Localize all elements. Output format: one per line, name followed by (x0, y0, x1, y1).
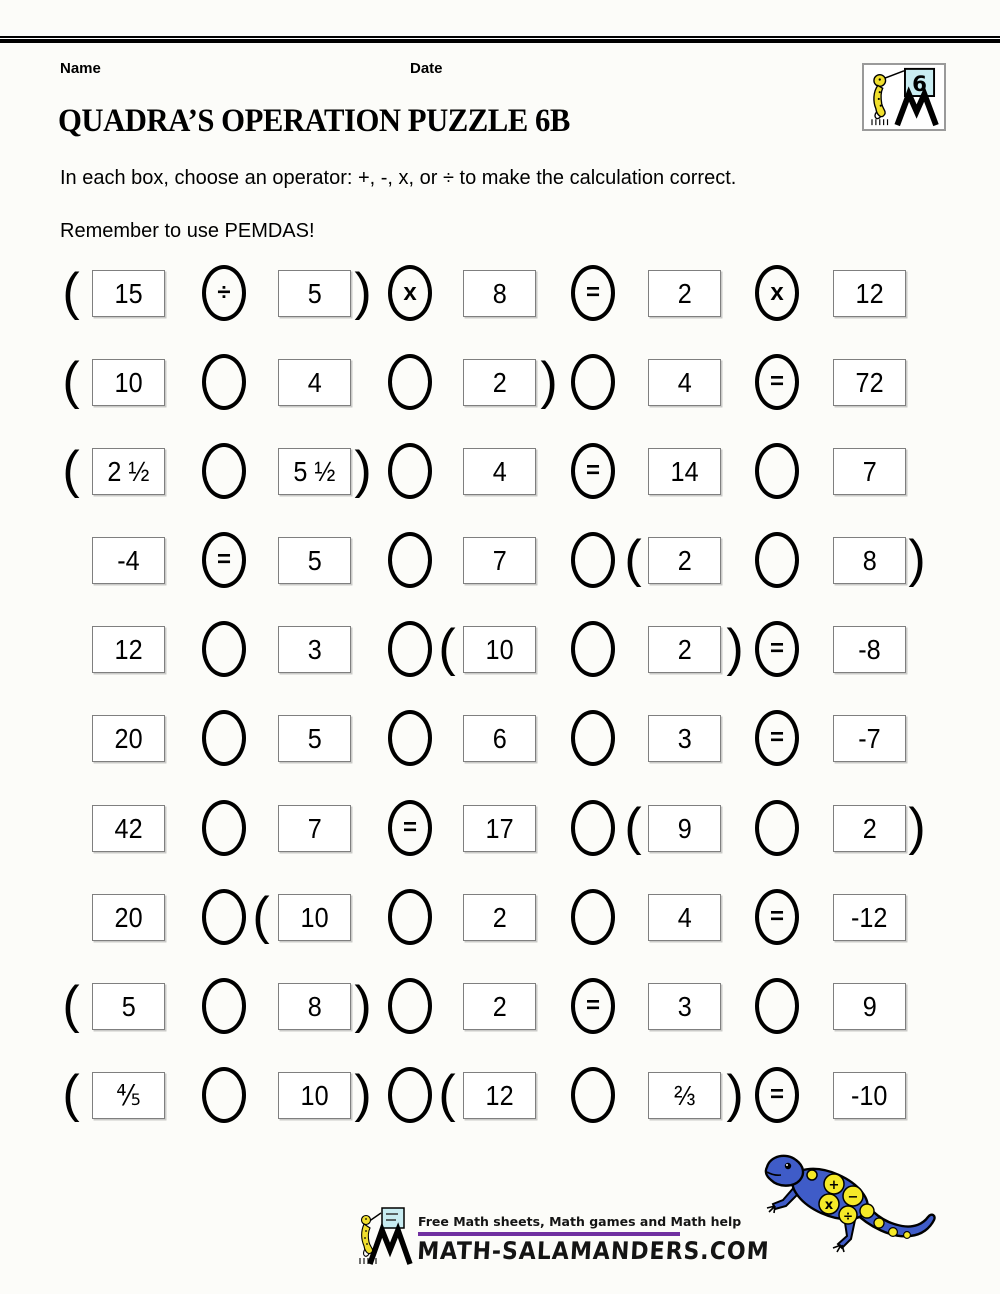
box-value: 5 (307, 277, 322, 309)
operator-circle (202, 265, 246, 321)
operator-circle (571, 265, 615, 321)
operator-circle (755, 889, 799, 945)
box-value: 12 (114, 633, 143, 665)
operator-circle (388, 265, 432, 321)
box-value: 8 (862, 544, 877, 576)
box-value: 12 (855, 277, 884, 309)
box-value: 5 (121, 990, 136, 1022)
operator-circle-empty[interactable] (202, 1067, 246, 1123)
operator-circle (202, 532, 246, 588)
operator-circle-empty[interactable] (571, 710, 615, 766)
value-box (833, 715, 906, 762)
parenthesis: ( (624, 798, 642, 856)
footer-salamander-easel-icon (356, 1206, 416, 1268)
parenthesis: ( (62, 352, 80, 410)
box-value: 15 (114, 277, 143, 309)
operator-circle-empty[interactable] (202, 800, 246, 856)
box-value: 10 (300, 1079, 329, 1111)
page-title: QUADRA’S OPERATION PUZZLE 6B (58, 103, 570, 139)
box-value: 10 (300, 901, 329, 933)
box-value: 3 (677, 722, 692, 754)
box-value: 3 (307, 633, 322, 665)
box-value: 14 (670, 455, 699, 487)
reminder-text: Remember to use PEMDAS! (60, 220, 315, 242)
parenthesis: ) (726, 619, 744, 677)
box-value: -12 (851, 901, 888, 933)
parenthesis: ) (908, 530, 926, 588)
operator-circle (755, 621, 799, 677)
operator-circle-empty[interactable] (388, 978, 432, 1034)
operator-circle-empty[interactable] (202, 889, 246, 945)
operator-circle-empty[interactable] (388, 1067, 432, 1123)
box-value: 3 (677, 990, 692, 1022)
operator-value: ÷ (217, 279, 231, 306)
operator-circle-empty[interactable] (755, 800, 799, 856)
box-value: 2 (677, 633, 692, 665)
value-box (648, 359, 721, 406)
operator-value: = (769, 368, 784, 395)
value-box (278, 715, 351, 762)
box-value: -8 (858, 633, 881, 665)
parenthesis: ( (624, 530, 642, 588)
box-value: 20 (114, 722, 143, 754)
box-value: 2 (492, 901, 507, 933)
value-box (648, 983, 721, 1030)
value-box (463, 270, 536, 317)
operator-circle-empty[interactable] (388, 443, 432, 499)
parenthesis: ( (252, 887, 270, 945)
box-value: 2 (677, 544, 692, 576)
value-box (92, 805, 165, 852)
operator-value: x (770, 279, 784, 306)
box-value: 2 ½ (107, 455, 150, 487)
operator-circle-empty[interactable] (571, 889, 615, 945)
value-box (648, 270, 721, 317)
box-value: 7 (307, 812, 322, 844)
operator-value: = (769, 724, 784, 751)
operator-circle-empty[interactable] (571, 1067, 615, 1123)
operator-circle-empty[interactable] (755, 443, 799, 499)
instruction-text: In each box, choose an operator: +, -, x, or ÷ to make the calculation correct. (60, 167, 737, 189)
box-value: ⅔ (673, 1079, 696, 1111)
box-value: -4 (117, 544, 140, 576)
box-value: 2 (677, 277, 692, 309)
box-value: 10 (114, 366, 143, 398)
operator-circle (571, 443, 615, 499)
box-value: 7 (492, 544, 507, 576)
value-box (92, 715, 165, 762)
operator-value: = (585, 457, 600, 484)
value-box (92, 1072, 165, 1119)
value-box (833, 537, 906, 584)
box-value: 20 (114, 901, 143, 933)
operator-circle (755, 710, 799, 766)
operator-value: = (769, 1081, 784, 1108)
value-box (833, 626, 906, 673)
value-box (648, 894, 721, 941)
value-box (648, 1072, 721, 1119)
value-box (278, 448, 351, 495)
svg-text:x: x (824, 1198, 834, 1213)
box-value: 9 (862, 990, 877, 1022)
value-box (278, 1072, 351, 1119)
operator-circle-empty[interactable] (202, 354, 246, 410)
value-box (463, 805, 536, 852)
value-box (278, 983, 351, 1030)
box-value: 10 (485, 633, 514, 665)
footer-tagline: Free Math sheets, Math games and Math help (418, 1214, 742, 1229)
box-value: 2 (492, 990, 507, 1022)
parenthesis: ) (354, 976, 372, 1034)
parenthesis: ( (62, 441, 80, 499)
value-box (92, 894, 165, 941)
operator-circle-empty[interactable] (202, 621, 246, 677)
value-box (648, 626, 721, 673)
value-box (278, 270, 351, 317)
operator-circle (388, 800, 432, 856)
operator-circle-empty[interactable] (388, 710, 432, 766)
box-value: 42 (114, 812, 143, 844)
box-value: 12 (485, 1079, 514, 1111)
operator-circle-empty[interactable] (388, 532, 432, 588)
value-box (463, 537, 536, 584)
decorative-salamander-icon (752, 1140, 952, 1260)
value-box (833, 1072, 906, 1119)
value-box (833, 270, 906, 317)
operator-value: x (403, 279, 417, 306)
box-value: ⅘ (116, 1080, 141, 1111)
operator-circle-empty[interactable] (388, 354, 432, 410)
value-box (92, 983, 165, 1030)
box-value: 17 (485, 812, 514, 844)
operator-circle-empty[interactable] (388, 621, 432, 677)
operator-circle-empty[interactable] (388, 889, 432, 945)
parenthesis: ) (354, 1065, 372, 1123)
value-box (833, 983, 906, 1030)
operator-value: = (585, 992, 600, 1019)
operator-value: = (216, 546, 231, 573)
svg-text:+: + (828, 1178, 840, 1193)
grade-number: 6 (912, 72, 927, 98)
box-value: 4 (492, 455, 507, 487)
box-value: 72 (855, 366, 884, 398)
value-box (463, 359, 536, 406)
value-box (278, 537, 351, 584)
value-box (833, 805, 906, 852)
value-box (463, 894, 536, 941)
box-value: 6 (492, 722, 507, 754)
value-box (92, 537, 165, 584)
operator-circle-empty[interactable] (202, 443, 246, 499)
operator-circle (755, 1067, 799, 1123)
parenthesis: ) (354, 263, 372, 321)
footer-wordmark-text: MATH-SALAMANDERS.COM (416, 1238, 771, 1266)
operator-circle-empty[interactable] (755, 978, 799, 1034)
box-value: 8 (492, 277, 507, 309)
value-box (278, 359, 351, 406)
box-value: 4 (677, 366, 692, 398)
operator-value: = (769, 903, 784, 930)
box-value: 5 (307, 544, 322, 576)
operator-circle-empty[interactable] (571, 354, 615, 410)
date-label: Date (410, 60, 443, 77)
value-box (278, 626, 351, 673)
operator-circle (571, 978, 615, 1034)
operator-value: = (769, 635, 784, 662)
box-value: 4 (677, 901, 692, 933)
value-box (648, 715, 721, 762)
box-value: 8 (307, 990, 322, 1022)
value-box (92, 359, 165, 406)
footer-wordmark (416, 1238, 771, 1266)
parenthesis: ) (908, 798, 926, 856)
operator-circle-empty[interactable] (571, 621, 615, 677)
operator-circle-empty[interactable] (571, 800, 615, 856)
value-box (463, 448, 536, 495)
value-box (92, 448, 165, 495)
box-value: 2 (492, 366, 507, 398)
box-value: -7 (858, 722, 881, 754)
value-box (648, 537, 721, 584)
box-value: 9 (677, 812, 692, 844)
parenthesis: ( (62, 976, 80, 1034)
value-box (463, 983, 536, 1030)
svg-text:÷: ÷ (842, 1209, 854, 1223)
operator-circle (755, 265, 799, 321)
parenthesis: ) (354, 441, 372, 499)
operator-circle-empty[interactable] (571, 532, 615, 588)
parenthesis: ( (62, 263, 80, 321)
box-value: 2 (862, 812, 877, 844)
value-box (833, 448, 906, 495)
box-value: 4 (307, 366, 322, 398)
operator-value: = (585, 279, 600, 306)
parenthesis: ( (438, 619, 456, 677)
box-value: 7 (862, 455, 877, 487)
box-value: 5 (307, 722, 322, 754)
footer-logo (356, 1206, 771, 1268)
value-box (648, 805, 721, 852)
svg-text:−: − (847, 1190, 859, 1205)
parenthesis: ( (438, 1065, 456, 1123)
value-box (463, 715, 536, 762)
box-value: -10 (851, 1079, 888, 1111)
parenthesis: ) (726, 1065, 744, 1123)
value-box (648, 448, 721, 495)
value-box (833, 894, 906, 941)
footer-underline (418, 1232, 680, 1236)
operator-circle (755, 354, 799, 410)
box-value: 5 ½ (293, 455, 336, 487)
value-box (278, 805, 351, 852)
value-box (278, 894, 351, 941)
parenthesis: ( (62, 1065, 80, 1123)
operator-value: = (402, 814, 417, 841)
operator-circle-empty[interactable] (755, 532, 799, 588)
operator-circle-empty[interactable] (202, 710, 246, 766)
value-box (92, 626, 165, 673)
value-box (92, 270, 165, 317)
parenthesis: ) (540, 352, 558, 410)
value-box (833, 359, 906, 406)
value-box (463, 626, 536, 673)
operator-circle-empty[interactable] (202, 978, 246, 1034)
value-box (463, 1072, 536, 1119)
name-label: Name (60, 60, 101, 77)
